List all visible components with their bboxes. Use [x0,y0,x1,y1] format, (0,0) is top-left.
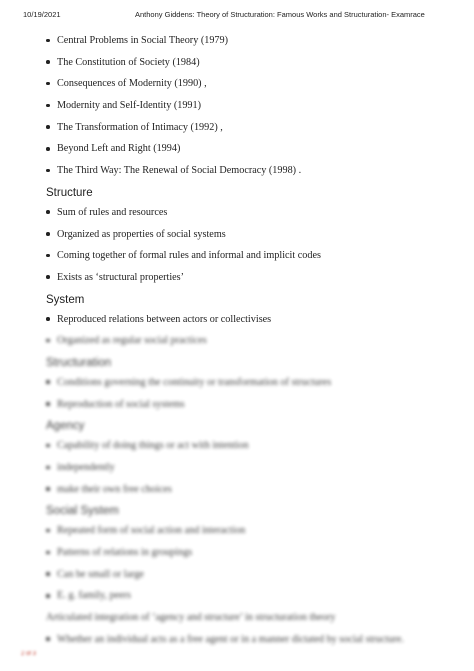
list-item: Conditions governing the continuity or transformation of structures [46,376,456,389]
list-item: Consequences of Modernity (1990) , [46,77,456,90]
list-item: Beyond Left and Right (1994) [46,142,456,155]
closing-paragraph: Articulated integration of ‘agency and structure’ in structuration theory [46,612,336,624]
list-item: Exists as ‘structural properties’ [46,271,456,284]
list-item: Reproduced relations between actors or collectivises [46,313,456,326]
list-item: Capability of doing things or act with intention [46,439,456,452]
list-item: Organized as properties of social systems [46,228,456,241]
page-number: 2 of 3 [21,651,37,657]
print-date: 10/19/2021 [23,10,61,19]
section-heading-structure: Structure [46,186,93,199]
closing-list [46,633,456,646]
list-item: make their own free choices [46,483,456,496]
list-item: Can be small or large [46,568,456,581]
print-header [0,10,474,24]
blurred-preview [46,356,456,646]
list-item: Patterns of relations in groupings [46,546,456,559]
print-title: Anthony Giddens: Theory of Structuration: Famous Works and Structuration- Examrace [135,10,425,19]
list-item: The Transformation of Intimacy (1992) , [46,121,456,134]
page-content [46,34,456,655]
works-list [46,34,456,177]
list-item: Organized as regular social practices [46,334,456,347]
structure-list [46,206,456,284]
section-heading-system: System [46,293,85,306]
section-heading-agency: Agency [46,420,85,433]
agency-list [46,439,456,495]
system-list [46,313,456,348]
list-item: Whether an individual acts as a free agent or in a manner dictated by social structure. [46,633,456,646]
list-item: Sum of rules and resources [46,206,456,219]
structuration-list [46,376,456,411]
list-item: Modernity and Self-Identity (1991) [46,99,456,112]
list-item: E. g. family, peers [46,589,456,602]
social-system-list [46,524,456,602]
list-item: Reproduction of social systems [46,398,456,411]
list-item: Coming together of formal rules and informal and implicit codes [46,249,456,262]
list-item: Central Problems in Social Theory (1979) [46,34,456,47]
list-item: independently [46,461,456,474]
list-item: Repeated form of social action and interaction [46,524,456,537]
section-heading-structuration: Structuration [46,356,112,369]
list-item: The Constitution of Society (1984) [46,56,456,69]
section-heading-social-system: Social System [46,505,119,518]
list-item: The Third Way: The Renewal of Social Democracy (1998) . [46,164,456,177]
